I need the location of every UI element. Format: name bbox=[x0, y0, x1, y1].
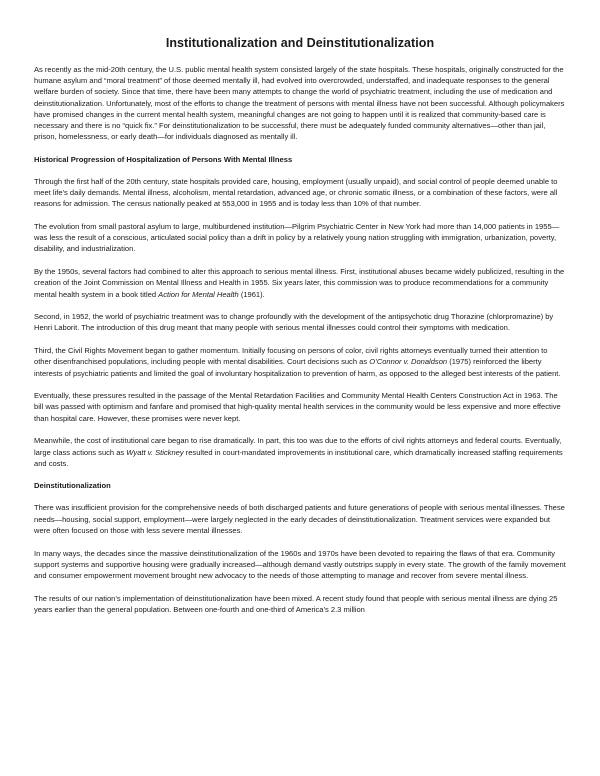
document-title: Institutionalization and Deinstitutionalization bbox=[165, 36, 435, 50]
text-run: (1961). bbox=[238, 289, 265, 299]
section-heading-deinstitutionalization: Deinstitutionalization bbox=[34, 481, 111, 491]
case-name-italic: Wyatt v. Stickney bbox=[126, 447, 184, 457]
section-heading-historical-progression: Historical Progression of Hospitalization of Persons With Mental Illness bbox=[34, 154, 293, 164]
paragraph-mixed-results: The results of our nation’s implementation of deinstitutionalization have been mixed. A recent study found that people with serious mental illness are dying 25 years earlier than the general population. Between one-fourth and one-third of America’s 2.3 million bbox=[34, 593, 558, 614]
paragraph-repairing-flaws: In many ways, the decades since the massive deinstitutionalization of the 1960s and 1970s have been devoted to repairing the flaws of that era. Community support systems and supportive housing were gradually increased—although demand vastly outstrips supply in every state. The growth of the family movement and consumer empowerment movement brought new advocacy to the needs of those attempting to manage and recover from severe mental illness. bbox=[34, 548, 566, 580]
text-run: By the 1950s, several factors had combined to alter this approach to serious mental illness. First, institutional abuses became widely publicized, resulting in the creation of the Joint Commission on Mental Illness and Health in 1955. Six years later, this commission was to produce recommendations for a community mental health system in a book titled bbox=[34, 267, 565, 299]
intro-paragraph: As recently as the mid-20th century, the U.S. public mental health system consisted largely of the state hospitals. These hospitals, originally constructed for the humane asylum and “moral treatment” of those deemed mentally ill, had evolved into overcrowded, understaffed, and inadequate responses to the general welfare burden of society. Since that time, there have been many attempts to change the world of psychiatric treatment, including the use of medication and deinstitutionalization. Unfortunately, most of the efforts to change the treatment of persons with mental illness have not been successful. Although policymakers have promised changes in the current mental health system, meaningful changes are not going to happen until it is realized that community-based care is necessary and there is no “quick fix.” For deinstitutionalization to be successful, there must be adequately funded community alternatives—other than jail, prison, homelessness, or early death—for individuals diagnosed as mentally ill. bbox=[34, 65, 565, 142]
paragraph-civil-rights bbox=[34, 345, 566, 379]
paragraph-first-half-century: Through the first half of the 20th century, state hospitals provided care, housing, employment (usually unpaid), and social control of people deemed unable to meet life’s daily demands. Mental illness, alcoholism, mental retardation, advanced age, or chronic somatic illness, or a combination of these factors, were all reasons for admission. The census nationally peaked at 553,000 in 1955 and is today less than 10% of that number. bbox=[34, 176, 558, 209]
paragraph-thorazine: Second, in 1952, the world of psychiatric treatment was to change profoundly with the development of the antipsychotic drug Thorazine (chlorpromazine) by Henri Laborit. The introduction of this drug meant that many people with serious mental illnesses could control their symptoms with medication. bbox=[34, 312, 554, 333]
book-title-italic: Action for Mental Health bbox=[158, 289, 239, 299]
text-run: Third, the Civil Rights Movement began to gather momentum. Initially focusing on persons of color, civil rights attorneys eventually turned their attention to other disenfranchised populations, including people with mental disabilities. Court decisions such as bbox=[34, 346, 548, 367]
case-name-italic: O’Connor v. Donaldson bbox=[369, 357, 448, 367]
paragraph-insufficient-provision: There was insufficient provision for the comprehensive needs of both discharged patients and future generations of people with serious mental illnesses. These needs—housing, social support, employment—were largely neglected in the early decades of deinstitutionalization. Treatment services were expanded but were often focused on those with less severe mental illnesses. bbox=[34, 503, 565, 535]
paragraph-evolution-asylum: The evolution from small pastoral asylum to large, multiburdened institution—Pilgrim Psychiatric Center in New York had more than 14,000 patients in 1955—was less the result of a conscious, articulated social policy than a drift in policy by a relatively young nation struggling with immigration, urbanization, poverty, disability, and industrialization. bbox=[34, 222, 560, 254]
paragraph-construction-act: Eventually, these pressures resulted in the passage of the Mental Retardation Facilities and Community Mental Health Centers Construction Act in 1963. The bill was passed with optimism and fanfare and promised that high-quality mental health services in the community would be less expensive and more effective than hospital care. However, these promises were never kept. bbox=[34, 391, 561, 423]
text-run: (1975) reinforced the liberty interests of psychiatric patients and limited the goal of involuntary hospitalization to prevention of harm, as opposed to the alleged best interests of the patient. bbox=[34, 357, 561, 378]
paragraph-institutional-cost bbox=[34, 435, 566, 469]
text-run: resulted in court-mandated improvements in institutional care, which dramatically increased staffing requirements and costs. bbox=[34, 447, 563, 468]
paragraph-1950s-factors bbox=[34, 266, 566, 300]
text-run: Meanwhile, the cost of institutional care began to rise dramatically. In part, this too was due to the efforts of civil rights attorneys and federal courts. Eventually, large class actions such as bbox=[34, 436, 562, 457]
